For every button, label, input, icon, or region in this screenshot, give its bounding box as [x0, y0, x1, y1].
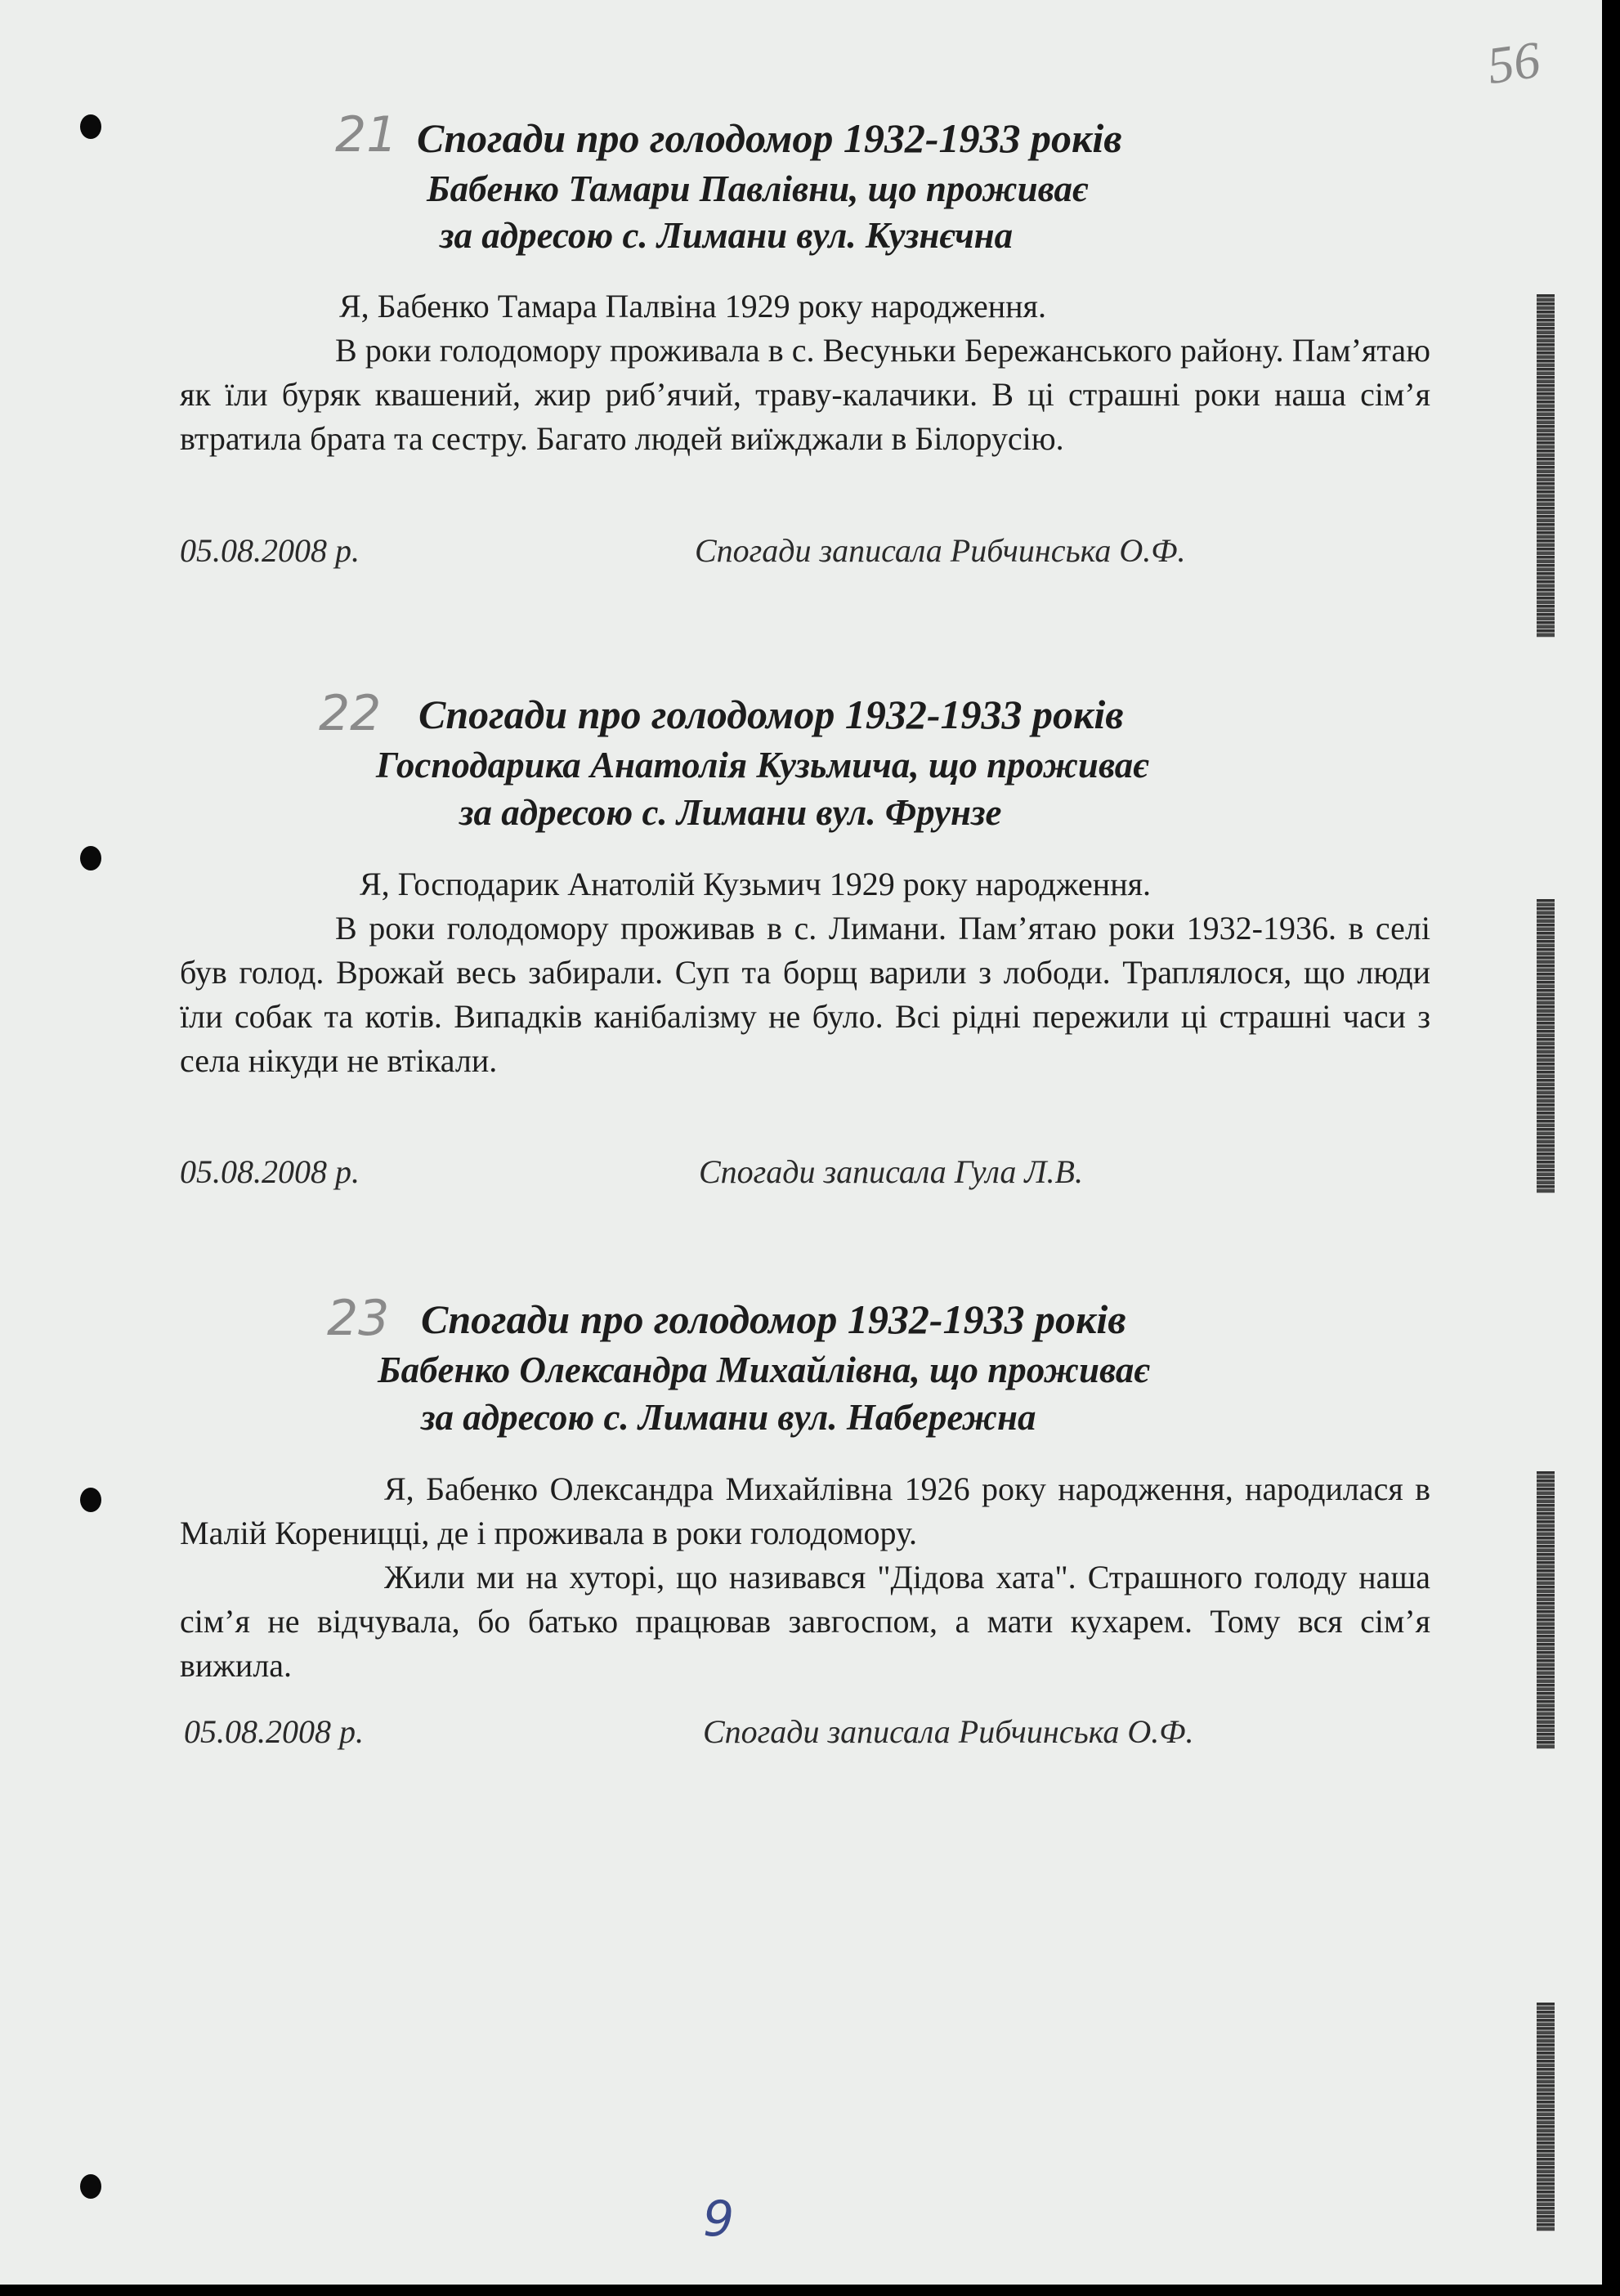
entry-subtitle: Бабенко Тамари Павлівни, що проживає: [427, 168, 1088, 209]
entry-recorded-by: Спогади записала Рибчинська О.Ф.: [703, 1713, 1194, 1750]
entry-subtitle: Бабенко Олександра Михайлівна, що проживає: [378, 1349, 1150, 1390]
entry-subtitle: Господарика Анатолія Кузьмича, що проживає: [376, 745, 1148, 785]
entry-number: 23: [327, 1290, 390, 1347]
punch-hole: [80, 114, 101, 139]
entry-address: за адресою с. Лимани вул. Набережна: [421, 1397, 1036, 1438]
page-number: 9: [703, 2191, 735, 2248]
entry-body: [180, 1467, 1430, 1688]
entry-paragraph: Я, Бабенко Олександра Михайлівна 1926 року народження, народилася в Малій Кореницці, де і проживала в роки голодомору.: [180, 1470, 1430, 1551]
entry-address: за адресою с. Лимани вул. Фрунзе: [459, 792, 1002, 833]
entry-title: Спогади про голодомор 1932-1933 років: [421, 1296, 1126, 1342]
entry-paragraph: В роки голодомору проживав в с. Лимани. Пам’ятаю роки 1932-1936. в селі був голод. Врожай весь забирали. Суп та борщ варили з лободи. Траплялося, що люди їли собак та котів. Випадків канібалізму не було. Всі рідні пережили ці страшні часи з села нікуди не втікали.: [180, 910, 1430, 1079]
scan-edge-mark: [1537, 2003, 1555, 2231]
punch-hole: [80, 1488, 101, 1512]
entry-address: за адресою с. Лимани вул. Кузнєчна: [440, 215, 1014, 256]
entry-paragraph: Жили ми на хуторі, що називався "Дідова хата". Страшного голоду наша сім’я не відчувала, бо батько працював завгоспом, а мати кухарем. Тому вся сім’я вижила.: [180, 1559, 1430, 1684]
scan-edge-mark: [1537, 899, 1555, 1193]
entry-date: 05.08.2008 р.: [184, 1713, 364, 1750]
entry-date: 05.08.2008 р.: [180, 1153, 360, 1190]
punch-hole: [80, 846, 101, 871]
scan-edge-mark: [1537, 294, 1555, 638]
entry-number: 21: [335, 106, 398, 163]
punch-hole: [80, 2174, 101, 2199]
entry-body: [180, 862, 1430, 1083]
archive-page-number: 56: [1484, 29, 1544, 96]
entry-recorded-by: Спогади записала Рибчинська О.Ф.: [695, 532, 1186, 569]
entry-paragraph: Я, Бабенко Тамара Палвіна 1929 року народження.: [339, 288, 1046, 324]
scan-edge-mark: [1537, 1471, 1555, 1749]
entry-title: Спогади про голодомор 1932-1933 років: [417, 115, 1122, 161]
entry-number: 22: [319, 685, 382, 742]
entry-paragraph: В роки голодомору проживала в с. Весуньки Бережанського району. Пам’ятаю як їли буряк квашений, жир риб’ячий, траву-калачики. В ці страшні роки наша сім’я втратила брата та сестру. Багато людей виїжджали в Білорусію.: [180, 332, 1430, 457]
entry-body: [180, 284, 1430, 461]
entry-paragraph: Я, Господарик Анатолій Кузьмич 1929 року народження.: [360, 866, 1152, 902]
entry-recorded-by: Спогади записала Гула Л.В.: [699, 1153, 1083, 1190]
entry-title: Спогади про голодомор 1932-1933 років: [418, 691, 1124, 737]
entry-date: 05.08.2008 р.: [180, 532, 360, 569]
